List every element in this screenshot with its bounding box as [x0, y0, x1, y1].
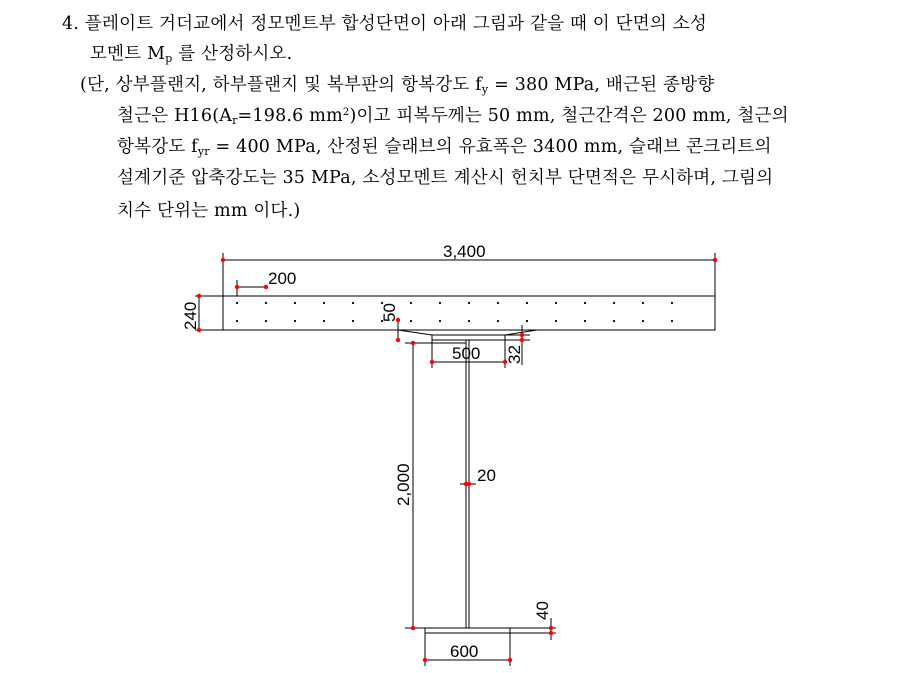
- rebar-dot: [468, 320, 470, 322]
- rebar-dot: [439, 302, 441, 304]
- rebar-dot: [294, 320, 296, 322]
- rebar-dot: [294, 302, 296, 304]
- problem-number: 4.: [62, 14, 80, 34]
- rebar-dot: [642, 320, 644, 322]
- rebar-dot: [352, 302, 354, 304]
- rebar-dot: [468, 302, 470, 304]
- label-bottom-flange-width: 600: [450, 642, 479, 661]
- rebar-dot: [265, 302, 267, 304]
- label-slab-thickness: 240: [181, 301, 200, 330]
- rebar-dot: [236, 320, 238, 322]
- problem-line-2: 모멘트 $M_p$ 를 산정하시오.: [90, 44, 293, 65]
- label-slab-width: 3,400: [443, 242, 486, 261]
- rebar-dot: [526, 302, 528, 304]
- concrete-slab: [223, 296, 715, 330]
- bottom-flange: [425, 628, 510, 633]
- rebar-dots: [236, 302, 673, 322]
- rebar-dot: [613, 320, 615, 322]
- rebar-dot: [497, 302, 499, 304]
- problem-line-4: 철근은 $H16(A_r=198.6$ $mm^2$)이고 피복두께는 50 mm, 철근간격은 200 mm, 철근의: [117, 106, 789, 127]
- label-bottom-flange-thickness: 40: [533, 601, 552, 620]
- rebar-dot: [555, 320, 557, 322]
- rebar-dot: [642, 302, 644, 304]
- dimension-markers: [197, 258, 717, 662]
- label-rebar-spacing: 200: [268, 269, 297, 288]
- rebar-dot: [526, 320, 528, 322]
- rebar-dot: [584, 302, 586, 304]
- rebar-dot: [584, 320, 586, 322]
- problem-line-3: (단, 상부플랜지, 하부플랜지 및 복부판의 항복강도 $f_y = 380$ MPa, 배근된 종방향: [80, 75, 715, 96]
- rebar-dot: [265, 320, 267, 322]
- haunch-left: [398, 330, 432, 335]
- rebar-dot: [236, 302, 238, 304]
- rebar-dot: [410, 320, 412, 322]
- rebar-dot: [555, 302, 557, 304]
- rebar-dot: [410, 302, 412, 304]
- problem-line-5: 항복강도 $f_{yr} = 400$ MPa, 산정된 슬래브의 유효폭은 3400 mm, 슬래브 콘크리트의: [117, 137, 772, 158]
- label-cover: 50: [380, 303, 399, 322]
- rebar-dot: [613, 302, 615, 304]
- problem-line-6: 설계기준 압축강도는 35 MPa, 소성모멘트 계산시 헌치부 단면적은 무시하며, 그림의: [117, 168, 774, 188]
- label-top-flange-width: 500: [452, 344, 481, 363]
- rebar-dot: [323, 302, 325, 304]
- rebar-dot: [439, 320, 441, 322]
- rebar-dot: [671, 302, 673, 304]
- problem-line-7: 치수 단위는 mm 이다.): [117, 201, 301, 221]
- rebar-dot: [497, 320, 499, 322]
- problem-text-1: 플레이트 거더교에서 정모멘트부 합성단면이 아래 그림과 같을 때 이 단면의 소성: [84, 14, 707, 34]
- top-flange: [432, 335, 505, 340]
- label-top-flange-thickness: 32: [505, 345, 524, 364]
- rebar-dot: [671, 320, 673, 322]
- label-web-thickness: 20: [477, 466, 496, 485]
- rebar-dot: [352, 320, 354, 322]
- label-web-height: 2,000: [394, 463, 413, 506]
- rebar-dot: [323, 320, 325, 322]
